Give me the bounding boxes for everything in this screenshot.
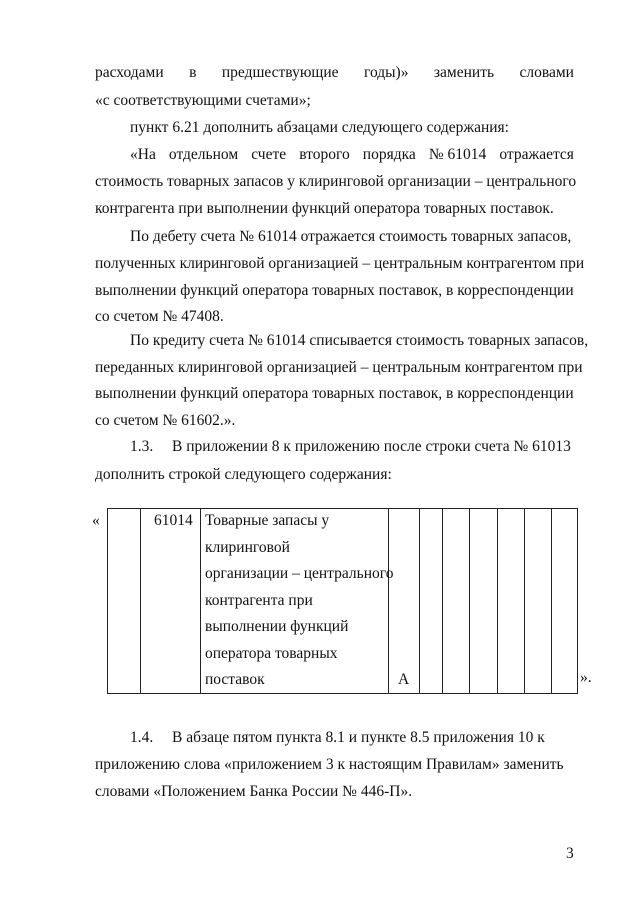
text-line-7: По дебету счета № 61014 отражается стоимость товарных запасов, bbox=[130, 228, 572, 245]
word: отражается bbox=[499, 146, 574, 163]
text-line-6: контрагента при выполнении функций оператора товарных поставок. bbox=[95, 200, 554, 217]
word: отдельном bbox=[168, 146, 239, 163]
text-line-10: со счетом № 47408. bbox=[95, 308, 224, 325]
word: расходами bbox=[95, 64, 164, 81]
word: в bbox=[189, 64, 197, 81]
table-open-quote: « bbox=[92, 512, 100, 529]
text-line-8: полученных клиринговой организацией – центральным контрагентом при bbox=[95, 255, 585, 272]
text-line-5: стоимость товарных запасов у клиринговой организации – центрального bbox=[95, 173, 577, 190]
table-divider bbox=[551, 509, 552, 693]
table-divider bbox=[469, 509, 470, 693]
word: словами bbox=[519, 64, 574, 81]
text-line-11: По кредиту счета № 61014 списывается стоимость товарных запасов, bbox=[130, 332, 589, 349]
text-line-3: пункт 6.21 дополнить абзацами следующего содержания: bbox=[130, 119, 509, 136]
text-line-1 bbox=[95, 64, 574, 82]
word: «На bbox=[130, 146, 156, 163]
word: второго bbox=[299, 146, 350, 163]
word: предшествующие bbox=[221, 64, 339, 81]
table-divider bbox=[200, 509, 201, 693]
text-line-15: В приложении 8 к приложению после строки счета № 61013 bbox=[172, 438, 571, 455]
item-number-1-4: 1.4. bbox=[130, 729, 154, 746]
text-line-18: приложению слова «приложением 3 к настоящим Правилам» заменить bbox=[95, 756, 564, 773]
text-line-12: переданных клиринговой организацией – центральным контрагентом при bbox=[95, 359, 583, 376]
account-number-cell: 61014 bbox=[154, 512, 193, 529]
text-line-14: со счетом № 61602.». bbox=[95, 412, 236, 429]
text-line-2: «с соответствующими счетами»; bbox=[95, 92, 311, 109]
text-line-9: выполнении функций оператора товарных поставок, в корреспонденции bbox=[95, 282, 574, 299]
text-line-17: В абзаце пятом пункта 8.1 и пункте 8.5 приложения 10 к bbox=[172, 729, 545, 746]
account-table bbox=[107, 508, 578, 694]
word: № 61014 bbox=[428, 146, 487, 163]
table-divider bbox=[497, 509, 498, 693]
word: годы)» bbox=[363, 64, 409, 81]
text-line-19: словами «Положением Банка России № 446-П». bbox=[95, 783, 413, 800]
table-divider bbox=[140, 509, 141, 693]
text-line-4 bbox=[130, 146, 574, 164]
word: порядка bbox=[362, 146, 416, 163]
word: заменить bbox=[433, 64, 495, 81]
table-divider bbox=[419, 509, 420, 693]
word: счете bbox=[251, 146, 287, 163]
text-line-16: дополнить строкой следующего содержания: bbox=[95, 466, 392, 483]
table-close-quote: ». bbox=[580, 669, 592, 686]
item-number-1-3: 1.3. bbox=[130, 438, 154, 455]
account-description-cell: Товарные запасы у клиринговой организации – центрального контрагента при выполнении функций оператора товарных поставок bbox=[205, 512, 394, 688]
account-type-cell: А bbox=[398, 671, 410, 688]
text-line-13: выполнении функций оператора товарных поставок, в корреспонденции bbox=[95, 385, 574, 402]
page-number: 3 bbox=[566, 845, 574, 862]
table-divider bbox=[524, 509, 525, 693]
table-divider bbox=[442, 509, 443, 693]
